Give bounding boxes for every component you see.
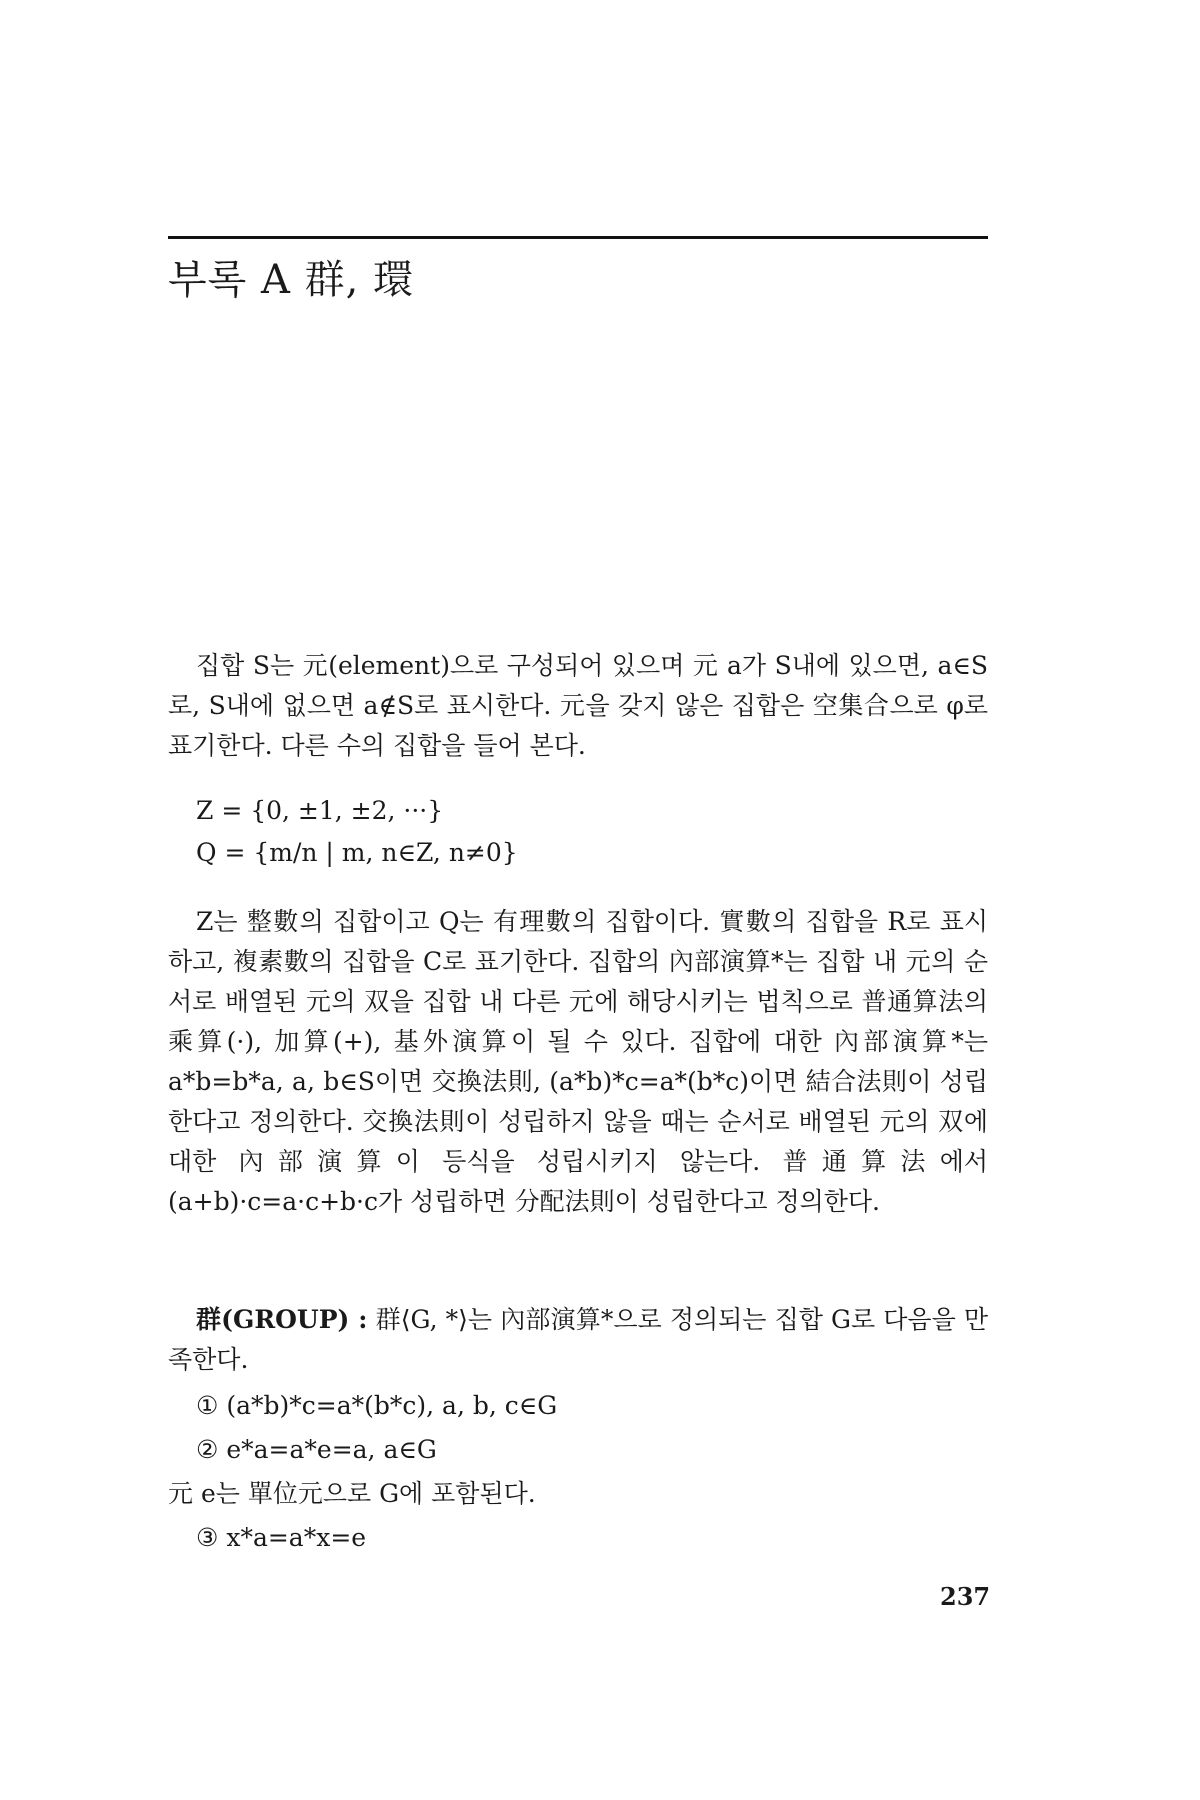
paragraph-sets: 집합 S는 元(element)으로 구성되어 있으며 元 a가 S내에 있으면, a∈S로, S내에 없으면 a∉S로 표시한다. 元을 갖지 않은 집합은 空集合으로 φ로 표기한다. 다른 수의 집합을 들어 본다. <box>168 651 988 760</box>
page-number: 237 <box>940 1582 991 1611</box>
axiom-associativity: ① (a*b)*c=a*(b*c), a, b, c∈G <box>196 1391 558 1420</box>
group-definition: 群⟨G, *⟩는 內部演算*으로 정의되는 집합 G로 다음을 만족한다. <box>168 1305 988 1374</box>
axiom-identity: ② e*a=a*e=a, a∈G <box>196 1435 437 1464</box>
axiom-inverse: ③ x*a=a*x=e <box>196 1523 367 1552</box>
group-label: 群(GROUP) : <box>196 1305 368 1334</box>
paragraph-operations: Z는 整數의 집합이고 Q는 有理數의 집합이다. 實數의 집합을 R로 표시하고, 複素數의 집합을 C로 표기한다. 집합의 內部演算*는 집합 내 元의 순서로 배열된 元의 双을 집합 내 다른 元에 해당시키는 법칙으로 普通算法의 乘算(·), 加算(+), 基外演算이 될 수 있다. 집합에 대한 內部演算*는 a*b=b*a, a, b∈S이면 交換法則, (a*b)*c=a*(b*c)이면 結合法則이 성립한다고 정의한다. 交換法則이 성립하지 않을 때는 순서로 배열된 元의 双에 대한 內部演算이 등식을 성립시키지 않는다. 普通算法에서 (a+b)·c=a·c+b·c가 성립하면 分配法則이 성립한다고 정의한다. <box>168 907 988 1216</box>
formula-block <box>196 790 518 874</box>
formula-rationals: Q = {m/n | m, n∈Z, n≠0} <box>196 838 518 867</box>
identity-note: 元 e는 單位元으로 G에 포함된다. <box>168 1479 536 1508</box>
chapter-title: 부록 A 群, 環 <box>168 257 415 303</box>
formula-integers: Z = {0, ±1, ±2, ···} <box>196 796 444 825</box>
chapter-rule <box>168 236 988 239</box>
paragraph-group <box>168 1300 988 1380</box>
